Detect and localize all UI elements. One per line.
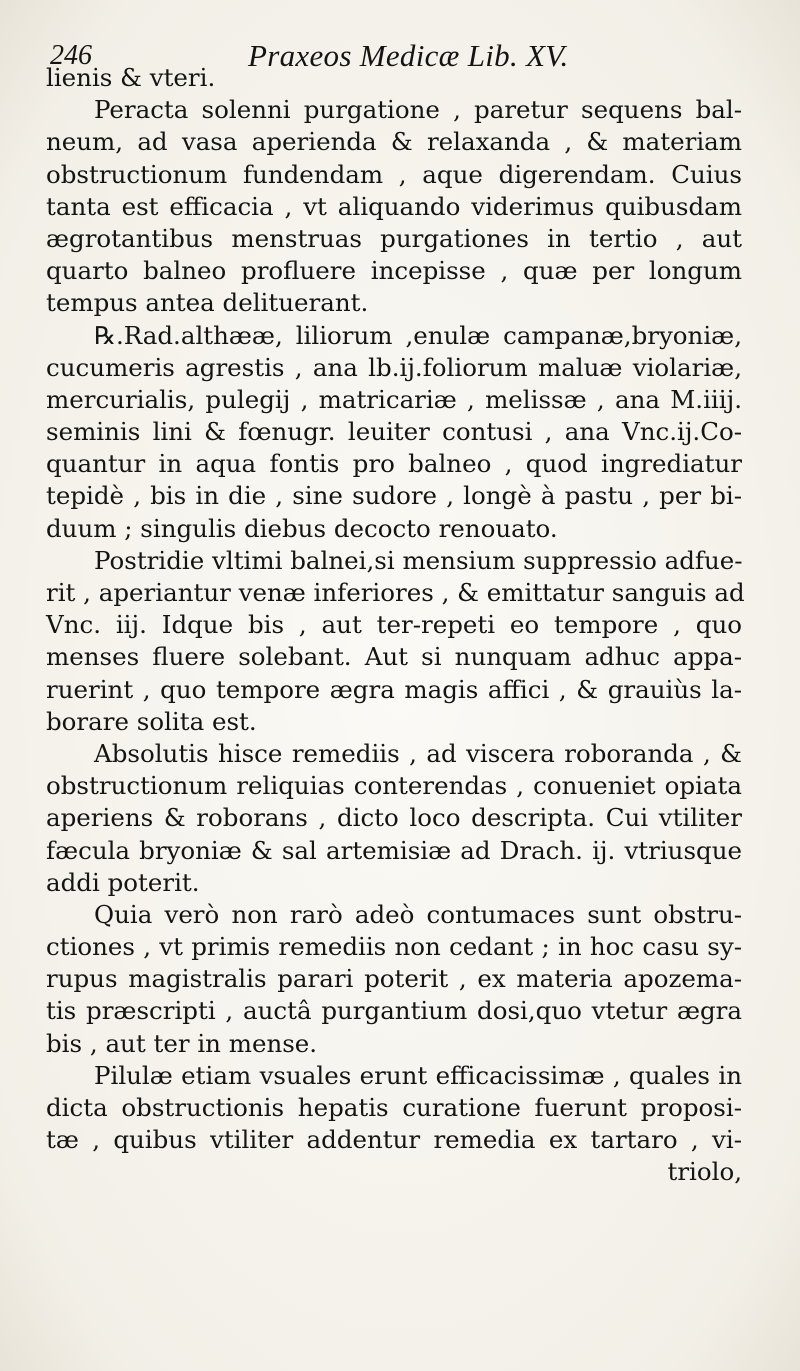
catchword: triolo,	[667, 1157, 742, 1187]
text-line: obstructionum reliquias conterendas , conueniet opiata	[46, 771, 742, 801]
text-line: fæcula bryoniæ & sal artemisiæ ad Drach. ij. vtriusque	[46, 835, 742, 865]
text-line: menses fluere solebant. Aut si nunquam adhuc appa-	[46, 642, 742, 672]
recipe-first-line: ℞.Rad.althææ, liliorum ,enulæ campanæ,bryoniæ,	[94, 320, 742, 350]
text-line: ægrotantibus menstruas purgationes in tertio , aut	[46, 223, 742, 253]
paragraph-first-line: Absolutis hisce remediis , ad viscera roboranda , &	[94, 738, 742, 768]
text-line: bis , aut ter in mense.	[46, 1028, 318, 1058]
text-line: Vnc. iij. Idque bis , aut ter-repeti eo tempore , quo	[46, 610, 742, 640]
text-line: borare solita est.	[46, 706, 257, 736]
text-line: rit , aperiantur venæ inferiores , & emittatur sanguis ad	[46, 578, 745, 607]
running-title: Praxeos Medicæ Lib. XV.	[248, 38, 569, 73]
text-line: neum, ad vasa aperienda & relaxanda , & materiam	[46, 127, 742, 157]
text-line: tepidè , bis in die , sine sudore , longè à pastu , per bi-	[46, 481, 742, 511]
text-line: rupus magistralis parari poterit , ex materia apozema-	[46, 964, 742, 994]
text-line: dicta obstructionis hepatis curatione fuerunt proposi-	[46, 1093, 742, 1122]
paragraph-first-line: Postridie vltimi balnei,si mensium suppressio adfue-	[94, 545, 743, 575]
text-line: seminis lini & fœnugr. leuiter contusi , ana Vnc.ij.Co-	[46, 417, 742, 447]
text-line: duum ; singulis diebus decocto renouato.	[46, 513, 558, 543]
text-line: tempus antea delituerant.	[46, 288, 369, 318]
text-line: tanta est efficacia , vt aliquando viderimus quibusdam	[46, 191, 742, 221]
page-number: 246	[50, 40, 92, 71]
text-line: quantur in aqua fontis pro balneo , quod ingrediatur	[46, 449, 742, 479]
text-line: lienis & vteri.	[46, 63, 216, 92]
paragraph-first-line: Peracta solenni purgatione , paretur sequens bal-	[94, 95, 742, 125]
paragraph-first-line: Pilulæ etiam vsuales erunt efficacissimæ , quales in	[94, 1060, 742, 1090]
paragraph-first-line: Quia verò non rarò adeò contumaces sunt obstru-	[94, 899, 742, 929]
text-line: cucumeris agrestis , ana lb.ij.foliorum maluæ violariæ,	[46, 352, 742, 382]
text-line: mercurialis, pulegij , matricariæ , melissæ , ana M.iiij.	[46, 384, 742, 414]
body-text	[46, 62, 745, 1189]
text-line: ruerint , quo tempore ægra magis affici , & grauiùs la-	[46, 674, 742, 704]
text-line: ctiones , vt primis remediis non cedant ; in hoc casu sy-	[46, 932, 742, 962]
text-line: addi poterit.	[46, 867, 200, 897]
text-line: obstructionum fundendam , aque digerendam. Cuius	[46, 159, 742, 189]
text-line: tis præscripti , auctâ purgantium dosi,quo vtetur ægra	[46, 996, 742, 1026]
text-line: tæ , quibus vtiliter addentur remedia ex tartaro , vi-	[46, 1125, 742, 1155]
text-line: aperiens & roborans , dicto loco descripta. Cui vtiliter	[46, 803, 742, 833]
text-line: quarto balneo profluere incepisse , quæ per longum	[46, 256, 742, 286]
